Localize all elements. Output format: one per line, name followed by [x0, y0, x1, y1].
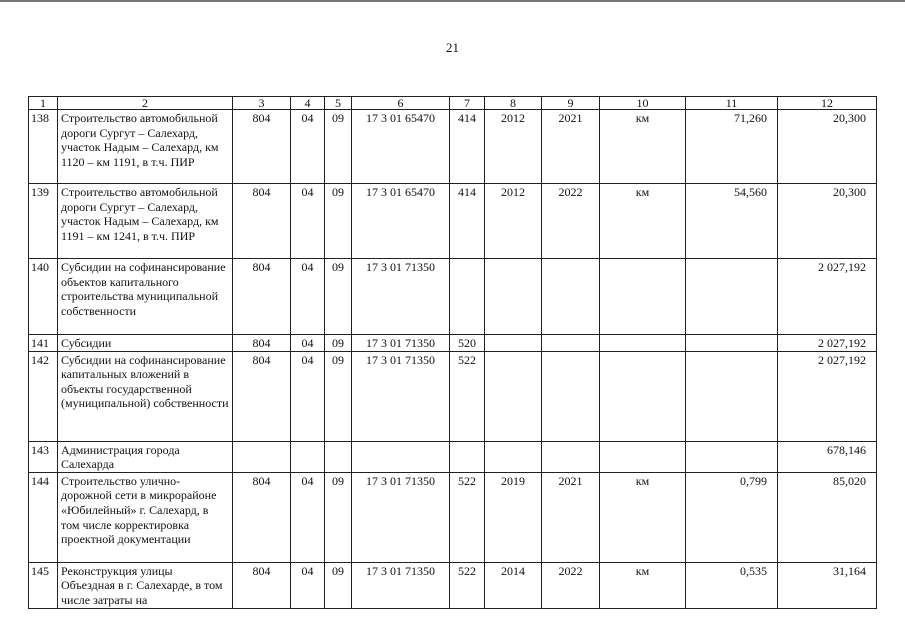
cell-col5: 09 [325, 562, 352, 608]
row-name: Субсидии на софинансирование объектов капитального строительства муниципальной собственности [58, 259, 233, 335]
cell-col6: 17 3 01 65470 [352, 184, 450, 259]
col-header-1: 1 [29, 97, 58, 110]
cell-col3: 804 [233, 184, 291, 259]
cell-col12: 2 027,192 [778, 335, 877, 352]
cell-col4: 04 [291, 184, 325, 259]
cell-col6: 17 3 01 65470 [352, 110, 450, 184]
col-header-2: 2 [58, 97, 233, 110]
cell-col5 [325, 441, 352, 472]
cell-col4: 04 [291, 562, 325, 608]
cell-col11: 0,799 [686, 472, 778, 562]
col-header-8: 8 [485, 97, 542, 110]
row-number: 142 [29, 351, 58, 441]
col-header-5: 5 [325, 97, 352, 110]
cell-col7: 522 [450, 351, 485, 441]
cell-col7: 414 [450, 110, 485, 184]
cell-col12: 678,146 [778, 441, 877, 472]
cell-col7: 522 [450, 472, 485, 562]
col-header-10: 10 [600, 97, 686, 110]
row-number: 140 [29, 259, 58, 335]
cell-col12: 31,164 [778, 562, 877, 608]
col-header-9: 9 [542, 97, 600, 110]
cell-col6 [352, 441, 450, 472]
cell-col6: 17 3 01 71350 [352, 259, 450, 335]
cell-col3: 804 [233, 351, 291, 441]
row-number: 141 [29, 335, 58, 352]
cell-col7: 520 [450, 335, 485, 352]
cell-col8 [485, 335, 542, 352]
col-header-11: 11 [686, 97, 778, 110]
budget-table [28, 96, 877, 609]
cell-col9 [542, 259, 600, 335]
cell-col5: 09 [325, 110, 352, 184]
cell-col4: 04 [291, 351, 325, 441]
row-number: 145 [29, 562, 58, 608]
cell-col7 [450, 259, 485, 335]
cell-col7 [450, 441, 485, 472]
row-name: Строительство автомобильной дороги Сургут – Салехард, участок Надым – Салехард, км 1120 – км 1191, в т.ч. ПИР [58, 110, 233, 184]
cell-col3: 804 [233, 562, 291, 608]
cell-col7: 414 [450, 184, 485, 259]
top-border-line [0, 0, 905, 2]
cell-col5: 09 [325, 351, 352, 441]
cell-col6: 17 3 01 71350 [352, 562, 450, 608]
cell-col12: 85,020 [778, 472, 877, 562]
cell-col9: 2022 [542, 184, 600, 259]
cell-col8: 2014 [485, 562, 542, 608]
cell-col7: 522 [450, 562, 485, 608]
cell-col11 [686, 335, 778, 352]
cell-col11: 54,560 [686, 184, 778, 259]
row-name: Субсидии на софинансирование капитальных вложений в объекты государственной (муниципальной) собственности [58, 351, 233, 441]
page-number: 21 [446, 40, 459, 55]
col-header-12: 12 [778, 97, 877, 110]
cell-col8: 2012 [485, 184, 542, 259]
table-row [29, 562, 877, 608]
cell-col12: 20,300 [778, 110, 877, 184]
row-name: Администрация города Салехарда [58, 441, 233, 472]
cell-col4: 04 [291, 472, 325, 562]
row-number: 138 [29, 110, 58, 184]
col-header-6: 6 [352, 97, 450, 110]
cell-col3 [233, 441, 291, 472]
table-row [29, 184, 877, 259]
cell-col11: 0,535 [686, 562, 778, 608]
cell-col3: 804 [233, 335, 291, 352]
cell-col3: 804 [233, 110, 291, 184]
cell-col3: 804 [233, 259, 291, 335]
cell-col10 [600, 441, 686, 472]
cell-col12: 20,300 [778, 184, 877, 259]
cell-col10 [600, 259, 686, 335]
cell-col10: км [600, 184, 686, 259]
cell-col8 [485, 351, 542, 441]
cell-col9: 2021 [542, 110, 600, 184]
row-name: Строительство улично-дорожной сети в микрорайоне «Юбилейный» г. Салехард, в том числе корректировка проектной документации [58, 472, 233, 562]
cell-col10: км [600, 110, 686, 184]
header-row [29, 97, 877, 110]
table-row [29, 351, 877, 441]
row-number: 139 [29, 184, 58, 259]
cell-col8 [485, 441, 542, 472]
row-name: Реконструкция улицы Объездная в г. Салехарде, в том числе затраты на [58, 562, 233, 608]
cell-col4: 04 [291, 335, 325, 352]
cell-col10: км [600, 472, 686, 562]
row-number: 144 [29, 472, 58, 562]
cell-col11 [686, 259, 778, 335]
cell-col6: 17 3 01 71350 [352, 472, 450, 562]
row-name: Субсидии [58, 335, 233, 352]
cell-col11 [686, 441, 778, 472]
cell-col9: 2021 [542, 472, 600, 562]
cell-col4: 04 [291, 259, 325, 335]
cell-col4 [291, 441, 325, 472]
cell-col11: 71,260 [686, 110, 778, 184]
cell-col10 [600, 335, 686, 352]
cell-col4: 04 [291, 110, 325, 184]
cell-col12: 2 027,192 [778, 259, 877, 335]
cell-col8 [485, 259, 542, 335]
cell-col12: 2 027,192 [778, 351, 877, 441]
cell-col3: 804 [233, 472, 291, 562]
table-row [29, 110, 877, 184]
cell-col10: км [600, 562, 686, 608]
table-row [29, 441, 877, 472]
cell-col8: 2012 [485, 110, 542, 184]
col-header-3: 3 [233, 97, 291, 110]
col-header-7: 7 [450, 97, 485, 110]
table-row [29, 472, 877, 562]
cell-col5: 09 [325, 472, 352, 562]
cell-col10 [600, 351, 686, 441]
table-row [29, 259, 877, 335]
col-header-4: 4 [291, 97, 325, 110]
row-name: Строительство автомобильной дороги Сургут – Салехард, участок Надым – Салехард, км 1191 – км 1241, в т.ч. ПИР [58, 184, 233, 259]
cell-col6: 17 3 01 71350 [352, 335, 450, 352]
cell-col5: 09 [325, 259, 352, 335]
cell-col9 [542, 441, 600, 472]
row-number: 143 [29, 441, 58, 472]
table-row [29, 335, 877, 352]
cell-col5: 09 [325, 335, 352, 352]
cell-col5: 09 [325, 184, 352, 259]
cell-col11 [686, 351, 778, 441]
cell-col9 [542, 335, 600, 352]
cell-col9: 2022 [542, 562, 600, 608]
cell-col6: 17 3 01 71350 [352, 351, 450, 441]
cell-col8: 2019 [485, 472, 542, 562]
cell-col9 [542, 351, 600, 441]
